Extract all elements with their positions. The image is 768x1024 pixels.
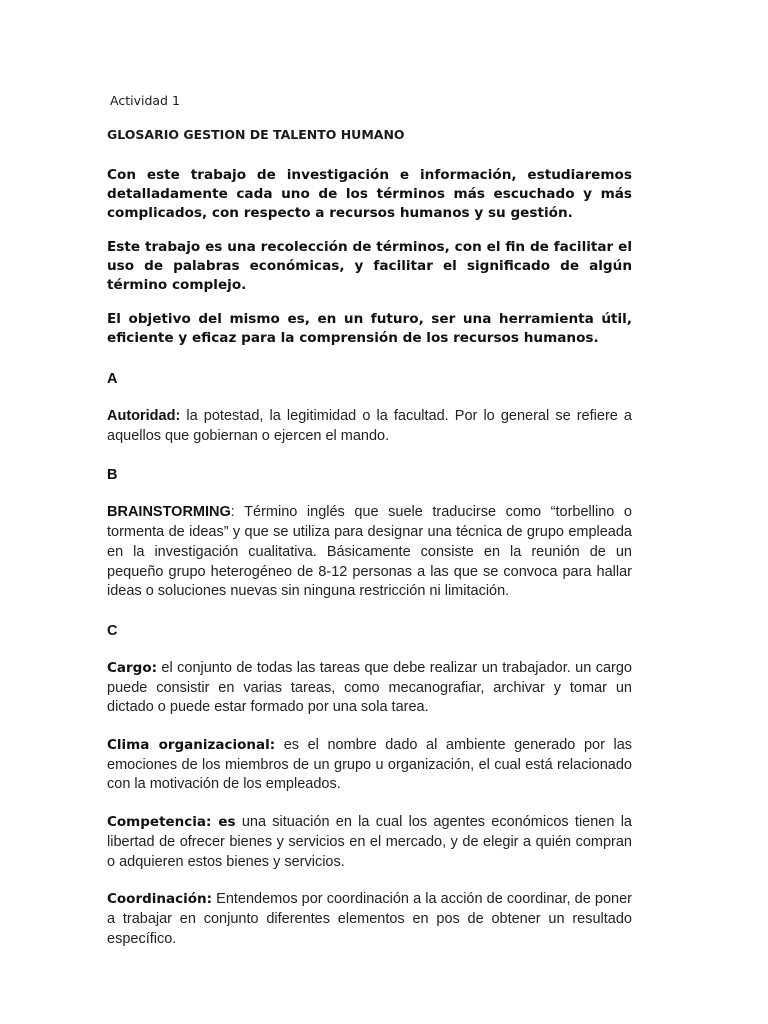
document-title: GLOSARIO GESTION DE TALENTO HUMANO <box>107 127 405 142</box>
document-body <box>107 166 632 967</box>
entry-term: Cargo: <box>107 659 158 676</box>
entry-definition: : Término inglés que suele traducirse como “torbellino o tormenta de ideas” y que se utiliza para designar una técnica de grupo empleada en la investigación cualitativa. Básicamente consiste en la reunión de un pequeño grupo heterogéneo de 8-12 personas a las que se convoca para hallar ideas o soluciones nuevas sin ninguna restricción ni limitación. <box>107 504 632 600</box>
intro-paragraph-2: Este trabajo es una recolección de términos, con el fin de facilitar el uso de palabras económicas, y facilitar el significado de algún término complejo. <box>107 239 632 293</box>
glossary-entry-clima-organizacional <box>107 736 632 795</box>
entry-term: Clima organizacional: <box>107 737 276 754</box>
entry-definition: el conjunto de todas las tareas que debe realizar un trabajador. un cargo puede consistir en varias tareas, como mecanografiar, archivar y tomar un dictado o puede estar formado por una sola tarea. <box>107 659 632 716</box>
entry-term: BRAINSTORMING <box>107 504 231 521</box>
entry-definition: es el nombre dado al ambiente generado por las emociones de los miembros de un grupo u organización, el cual está relacionado con la motivación de los empleados. <box>107 737 633 793</box>
entry-definition: Entendemos por coordinación a la acción de coordinar, de poner a trabajar en conjunto diferentes elementos en pos de obtener un resultado específico. <box>107 891 632 947</box>
glossary-entry-competencia <box>107 813 632 872</box>
entry-definition: la potestad, la legitimidad o la facultad. Por lo general se refiere a aquellos que gobiernan o ejercen el mando. <box>107 408 632 444</box>
glossary-entry-coordinacion <box>107 890 632 949</box>
section-letter-a: A <box>107 371 118 387</box>
section-letter-b: B <box>107 467 118 484</box>
activity-label: Actividad 1 <box>110 93 180 108</box>
intro-paragraph-3: El objetivo del mismo es, en un futuro, ser una herramienta útil, eficiente y eficaz para la comprensión de los recursos humanos. <box>107 311 632 346</box>
intro-paragraph-1: Con este trabajo de investigación e información, estudiaremos detalladamente cada uno de los términos más escuchado y más complicados, con respecto a recursos humanos y su gestión. <box>107 167 632 221</box>
section-letter-c: C <box>107 622 118 639</box>
entry-term: Autoridad: <box>107 408 181 424</box>
entry-term: Coordinación: <box>107 891 213 908</box>
glossary-entry-brainstorming <box>107 503 632 602</box>
glossary-entry-cargo <box>107 659 632 718</box>
entry-definition: una situación en la cual los agentes económicos tienen la libertad de ofrecer bienes y servicios en el mercado, y de elegir a quién compran o adquieren estos bienes y servicios. <box>107 814 632 870</box>
entry-term: Competencia: es <box>107 814 236 831</box>
glossary-entry-autoridad <box>107 407 632 446</box>
